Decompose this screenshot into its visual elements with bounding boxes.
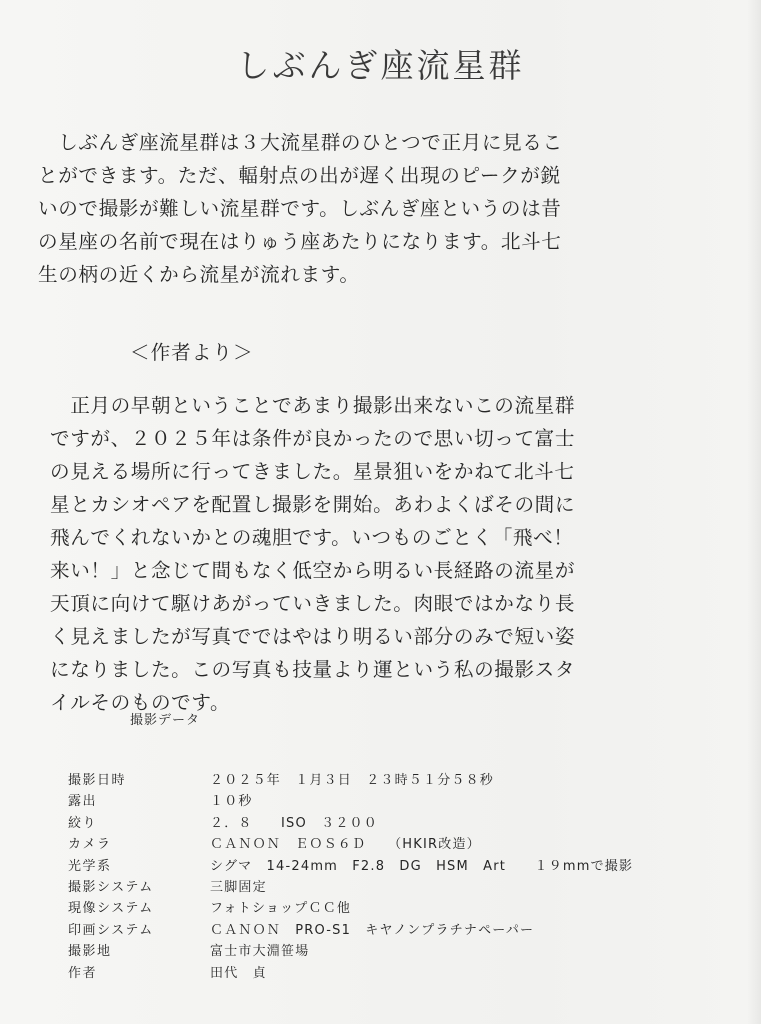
spec-label: 撮影日時	[68, 773, 127, 788]
spec-label: 撮影地	[68, 944, 112, 960]
intro-line: の星座の名前で現在はりゅう座あたりになります。北斗七	[38, 230, 562, 253]
spec-value: １０秒	[210, 794, 253, 810]
spec-label: 作者	[68, 965, 98, 981]
page-title: しぶんぎ座流星群	[236, 46, 525, 85]
intro-line: 生の柄の近くから流星が流れます。	[38, 263, 360, 286]
intro-line: いので撮影が難しい流星群です。しぶんぎ座というのは昔	[38, 197, 562, 220]
author-line: 正月の早朝ということであまり撮影出来ないこの流星群	[50, 394, 576, 417]
spec-label: 光学系	[68, 858, 112, 874]
spec-label: 露出	[68, 794, 98, 810]
spec-value: 富士市大淵笹場	[210, 944, 310, 960]
spec-label: 撮影システム	[68, 879, 154, 895]
spec-value: ２．８ ISO ３２００	[210, 815, 378, 831]
spec-value: ＣＡＮＯＮ ＥＯＳ６Ｄ （HKIR改造）	[210, 837, 481, 853]
intro-line: しぶんぎ座流星群は３大流星群のひとつで正月に見るこ	[38, 131, 563, 154]
shooting-data-heading: 撮影データ	[130, 713, 201, 728]
spec-value: ２０２５年 １月３日 ２３時５１分５８秒	[210, 773, 495, 788]
spec-label: 現像システム	[68, 901, 154, 917]
spec-label: 印画システム	[68, 922, 154, 938]
author-line: 来い！」と念じて間もなく低空から明るい長経路の流星が	[50, 559, 576, 582]
spec-value: 田代 貞	[210, 965, 267, 981]
author-paragraph	[50, 389, 575, 719]
paper-edge-shadow	[747, 0, 761, 1024]
author-line: く見えましたが写真でではやはり明るい部分のみで短い姿	[50, 625, 576, 648]
spec-value: シグマ 14-24mm F2.8 DG HSM Art １９mmで撮影	[210, 858, 634, 874]
spec-value: ＣＡＮＯＮ PRO-S1 キヤノンプラチナペーパー	[210, 922, 535, 938]
author-line: の見える場所に行ってきました。星景狙いをかねて北斗七	[50, 460, 575, 483]
intro-paragraph	[38, 126, 563, 291]
spec-label: 絞り	[68, 815, 98, 831]
spec-value: フォトショップＣＣ他	[210, 901, 352, 917]
author-line: 天頂に向けて駆けあがっていきました。肉眼ではかなり長	[50, 592, 576, 615]
author-line: 星とカシオペアを配置し撮影を開始。あわよくばその間に	[50, 493, 576, 516]
intro-line: とができます。ただ、輻射点の出が遅く出現のピークが鋭	[38, 164, 561, 187]
spec-label: カメラ	[68, 837, 112, 853]
author-line: イルそのものです。	[50, 691, 231, 714]
author-line: ですが、２０２５年は条件が良かったので思い切って富士	[50, 427, 576, 450]
spec-value: 三脚固定	[210, 879, 267, 895]
author-heading: ＜作者より＞	[130, 341, 254, 364]
author-line: 飛んでくれないかとの魂胆です。いつものごとく「飛べ！	[50, 526, 574, 549]
author-line: になりました。この写真も技量より運という私の撮影スタ	[50, 658, 576, 681]
